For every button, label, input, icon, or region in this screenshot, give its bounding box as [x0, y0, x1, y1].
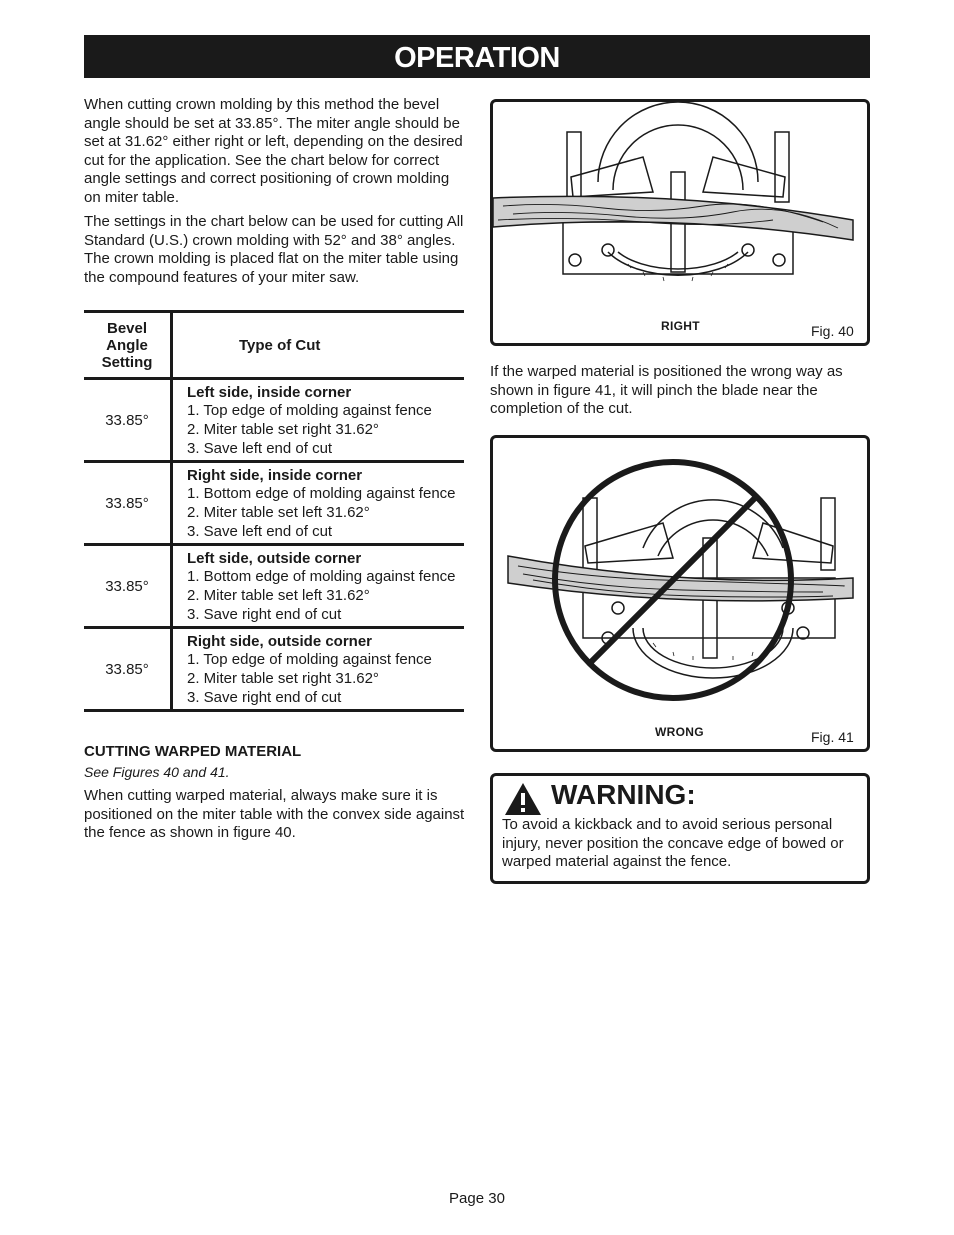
header-bevel-angle-setting — [84, 312, 172, 379]
table-row — [84, 379, 464, 462]
intro-paragraph-2: The settings in the chart below can be used for cutting All Standard (U.S.) crown molding with 52° and 38° angles. The crown molding is placed flat on the miter table using the compound features of your miter saw. — [84, 213, 464, 286]
cut-step: 3. Save right end of cut — [187, 605, 342, 623]
cut-description — [172, 545, 465, 628]
header-line: Setting — [101, 353, 153, 371]
figure-reference: See Figures 40 and 41. — [84, 764, 230, 780]
warning-text: To avoid a kickback and to avoid serious personal injury, never position the concave edge of bowed or warped material against the fence. — [502, 816, 844, 871]
cut-description — [172, 628, 465, 711]
figure-40 — [490, 99, 870, 346]
bevel-value: 33.85° — [84, 628, 172, 711]
table-row — [84, 545, 464, 628]
cut-title: Left side, inside corner — [187, 383, 352, 401]
intro-paragraph-1: When cutting crown molding by this method the bevel angle should be set at 33.85°. The miter angle should be set at 31.62° either right or left, depending on the desired cut for the application. See the chart below for correct angle settings and correct positioning of crown molding on miter table. — [84, 96, 463, 206]
warning-box — [490, 773, 870, 884]
table-header-row — [84, 312, 464, 379]
header-line: Angle — [106, 336, 148, 354]
cut-step: 3. Save left end of cut — [187, 522, 333, 540]
cut-step: 1. Bottom edge of molding against fence — [187, 568, 456, 586]
figure-41-caption: Fig. 41 — [811, 729, 854, 745]
page-number: Page 30 — [449, 1190, 505, 1207]
miter-saw-wrong-illustration — [493, 438, 867, 749]
cut-step: 1. Bottom edge of molding against fence — [187, 485, 456, 503]
cut-step: 1. Top edge of molding against fence — [187, 402, 432, 420]
cut-step: 2. Miter table set right 31.62° — [187, 421, 379, 438]
cut-title: Right side, inside corner — [187, 466, 363, 484]
table-row — [84, 462, 464, 545]
cut-title: Left side, outside corner — [187, 549, 362, 567]
cut-step: 3. Save right end of cut — [187, 688, 342, 706]
warning-triangle-icon — [503, 781, 543, 817]
header-type-of-cut: Type of Cut — [172, 312, 465, 379]
bevel-value: 33.85° — [84, 545, 172, 628]
section-heading: CUTTING WARPED MATERIAL — [84, 743, 302, 760]
figure-40-label: RIGHT — [661, 319, 700, 333]
wrong-position-paragraph: If the warped material is positioned the wrong way as shown in figure 41, it will pinch the blade near the completion of the cut. — [490, 363, 843, 418]
bevel-value: 33.85° — [84, 379, 172, 462]
bevel-value: 33.85° — [84, 462, 172, 545]
section-banner: OPERATION — [84, 35, 870, 78]
cut-step: 2. Miter table set left 31.62° — [187, 587, 370, 604]
cut-step: 3. Save left end of cut — [187, 439, 333, 457]
figure-41 — [490, 435, 870, 752]
warning-title: WARNING: — [551, 779, 696, 810]
cut-step: 1. Top edge of molding against fence — [187, 651, 432, 669]
figure-41-label: WRONG — [655, 725, 704, 739]
angle-settings-table — [84, 310, 464, 712]
cut-step: 2. Miter table set right 31.62° — [187, 670, 379, 687]
table-row — [84, 628, 464, 711]
cut-description — [172, 462, 465, 545]
cut-step: 2. Miter table set left 31.62° — [187, 504, 370, 521]
cut-title: Right side, outside corner — [187, 632, 373, 650]
warped-paragraph: When cutting warped material, always make sure it is positioned on the miter table with the convex side against the fence as shown in figure 40. — [84, 787, 465, 842]
cut-description — [172, 379, 465, 462]
miter-saw-right-illustration — [493, 102, 867, 343]
figure-40-caption: Fig. 40 — [811, 323, 854, 339]
header-line: Bevel — [106, 319, 148, 337]
